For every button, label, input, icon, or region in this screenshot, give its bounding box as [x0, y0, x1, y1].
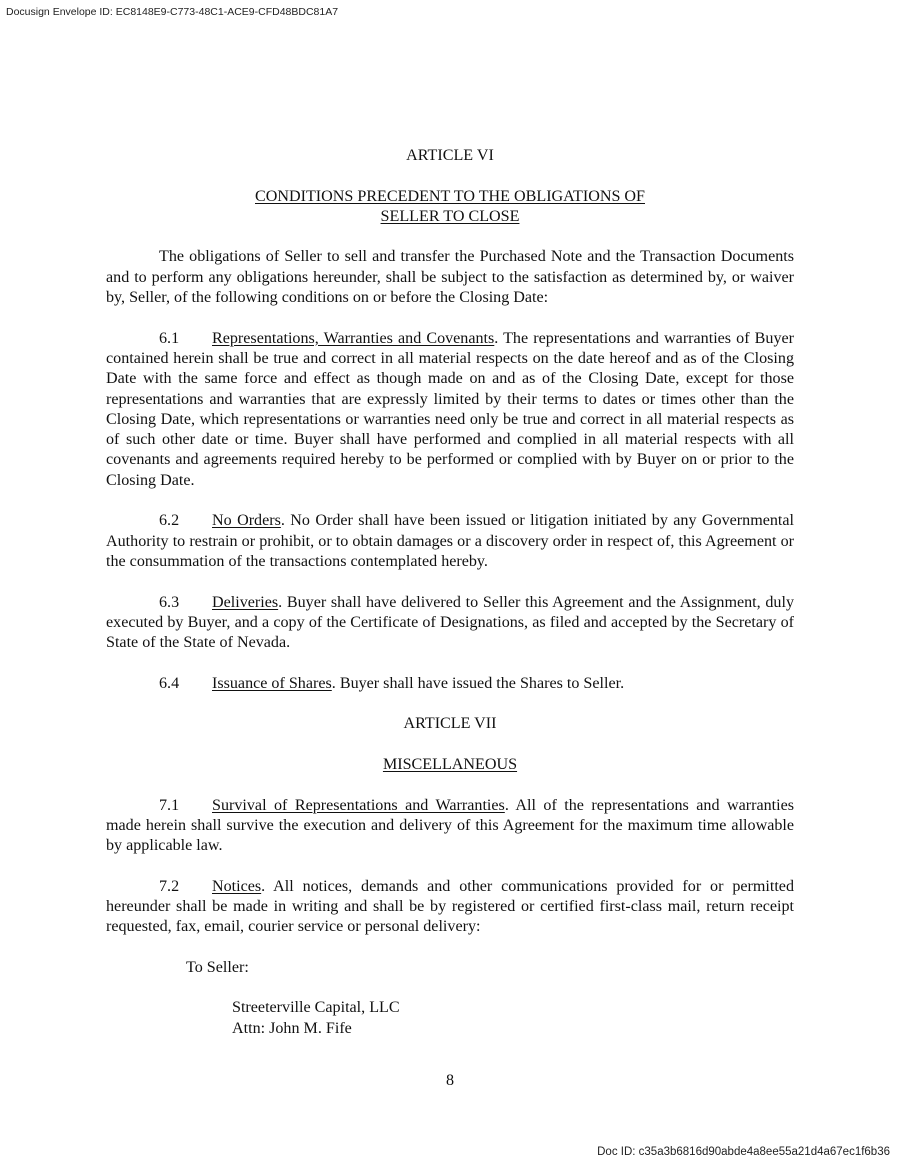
article-6-intro: The obligations of Seller to sell and transfer the Purchased Note and the Transaction Documents and to perform any obligations hereunder, shall be subject to the satisfaction as determined by, or waiver by, Seller, of the following conditions on or before the Closing Date: [106, 248, 794, 307]
section-6-2 [106, 511, 794, 572]
article-6-title-line2: SELLER TO CLOSE [380, 207, 520, 225]
section-text: . The representations and warranties of Buyer contained herein shall be true and correct in all material respects on the date hereof and as of the Closing Date with the same force and effect as though made on and as of the Closing Date, except for those representations and warranties that are expressly limited by their terms to dates or times other than the Closing Date, which representations or warranties need only be true and correct in all material respects as of such other date or time. Buyer shall have performed and complied in all material respects with all covenants and agreements required hereby to be performed or complied with by Buyer on or prior to the Closing Date. [106, 329, 794, 489]
section-number: 7.2 [159, 877, 180, 895]
section-number: 6.1 [159, 329, 180, 347]
section-title: Representations, Warranties and Covenants [212, 329, 495, 347]
article-7-title-text: MISCELLANEOUS [382, 755, 518, 773]
section-number: 7.1 [159, 796, 180, 814]
seller-address [106, 998, 794, 1039]
seller-name: Streeterville Capital, LLC [232, 999, 400, 1017]
section-title: No Orders [212, 512, 281, 530]
article-7-heading: ARTICLE VII [403, 715, 497, 733]
doc-id: Doc ID: c35a3b6816d90abde4a8ee55a21d4a67ec1f6b36 [597, 1146, 890, 1158]
seller-attn: Attn: John M. Fife [232, 1019, 352, 1037]
notice-recipient-label: To Seller: [186, 958, 249, 976]
section-text: . Buyer shall have issued the Shares to Seller. [331, 674, 625, 692]
section-number: 6.2 [159, 512, 180, 530]
section-6-4 [106, 674, 794, 694]
article-7-title [106, 755, 794, 775]
article-6-title [106, 187, 794, 228]
section-number: 6.4 [159, 674, 180, 692]
article-6-title-line1: CONDITIONS PRECEDENT TO THE OBLIGATIONS OF [255, 187, 645, 205]
section-title: Survival of Representations and Warranties [212, 796, 505, 814]
section-text: . All of the representations and warranties made herein shall survive the execution and delivery of this Agreement for the maximum time allowable by applicable law. [106, 796, 794, 855]
section-text: . Buyer shall have delivered to Seller this Agreement and the Assignment, duly executed by Buyer, and a copy of the Certificate of Designations, as filed and accepted by the Secretary of State of the State of Nevada. [106, 593, 794, 652]
section-title: Notices [212, 877, 262, 895]
section-title: Deliveries [212, 593, 279, 611]
section-6-3 [106, 593, 794, 654]
article-6-heading: ARTICLE VI [406, 147, 494, 164]
section-6-1 [106, 329, 794, 491]
docusign-envelope-id: Docusign Envelope ID: EC8148E9-C773-48C1-ACE9-CFD48BDC81A7 [6, 6, 339, 18]
document-page [106, 146, 794, 1039]
section-title: Issuance of Shares [212, 674, 332, 692]
section-7-1 [106, 796, 794, 857]
section-text: . No Order shall have been issued or litigation initiated by any Governmental Authority to restrain or prohibit, or to obtain damages or a discovery order in respect of, this Agreement or the consummation of the transactions contemplated hereby. [106, 512, 794, 570]
section-7-2 [106, 877, 794, 938]
page-number: 8 [445, 1072, 455, 1089]
section-text: . All notices, demands and other communications provided for or permitted hereunder shall be made in writing and shall be by registered or certified first-class mail, return receipt requested, fax, email, courier service or personal delivery: [106, 877, 794, 936]
section-number: 6.3 [159, 593, 180, 611]
